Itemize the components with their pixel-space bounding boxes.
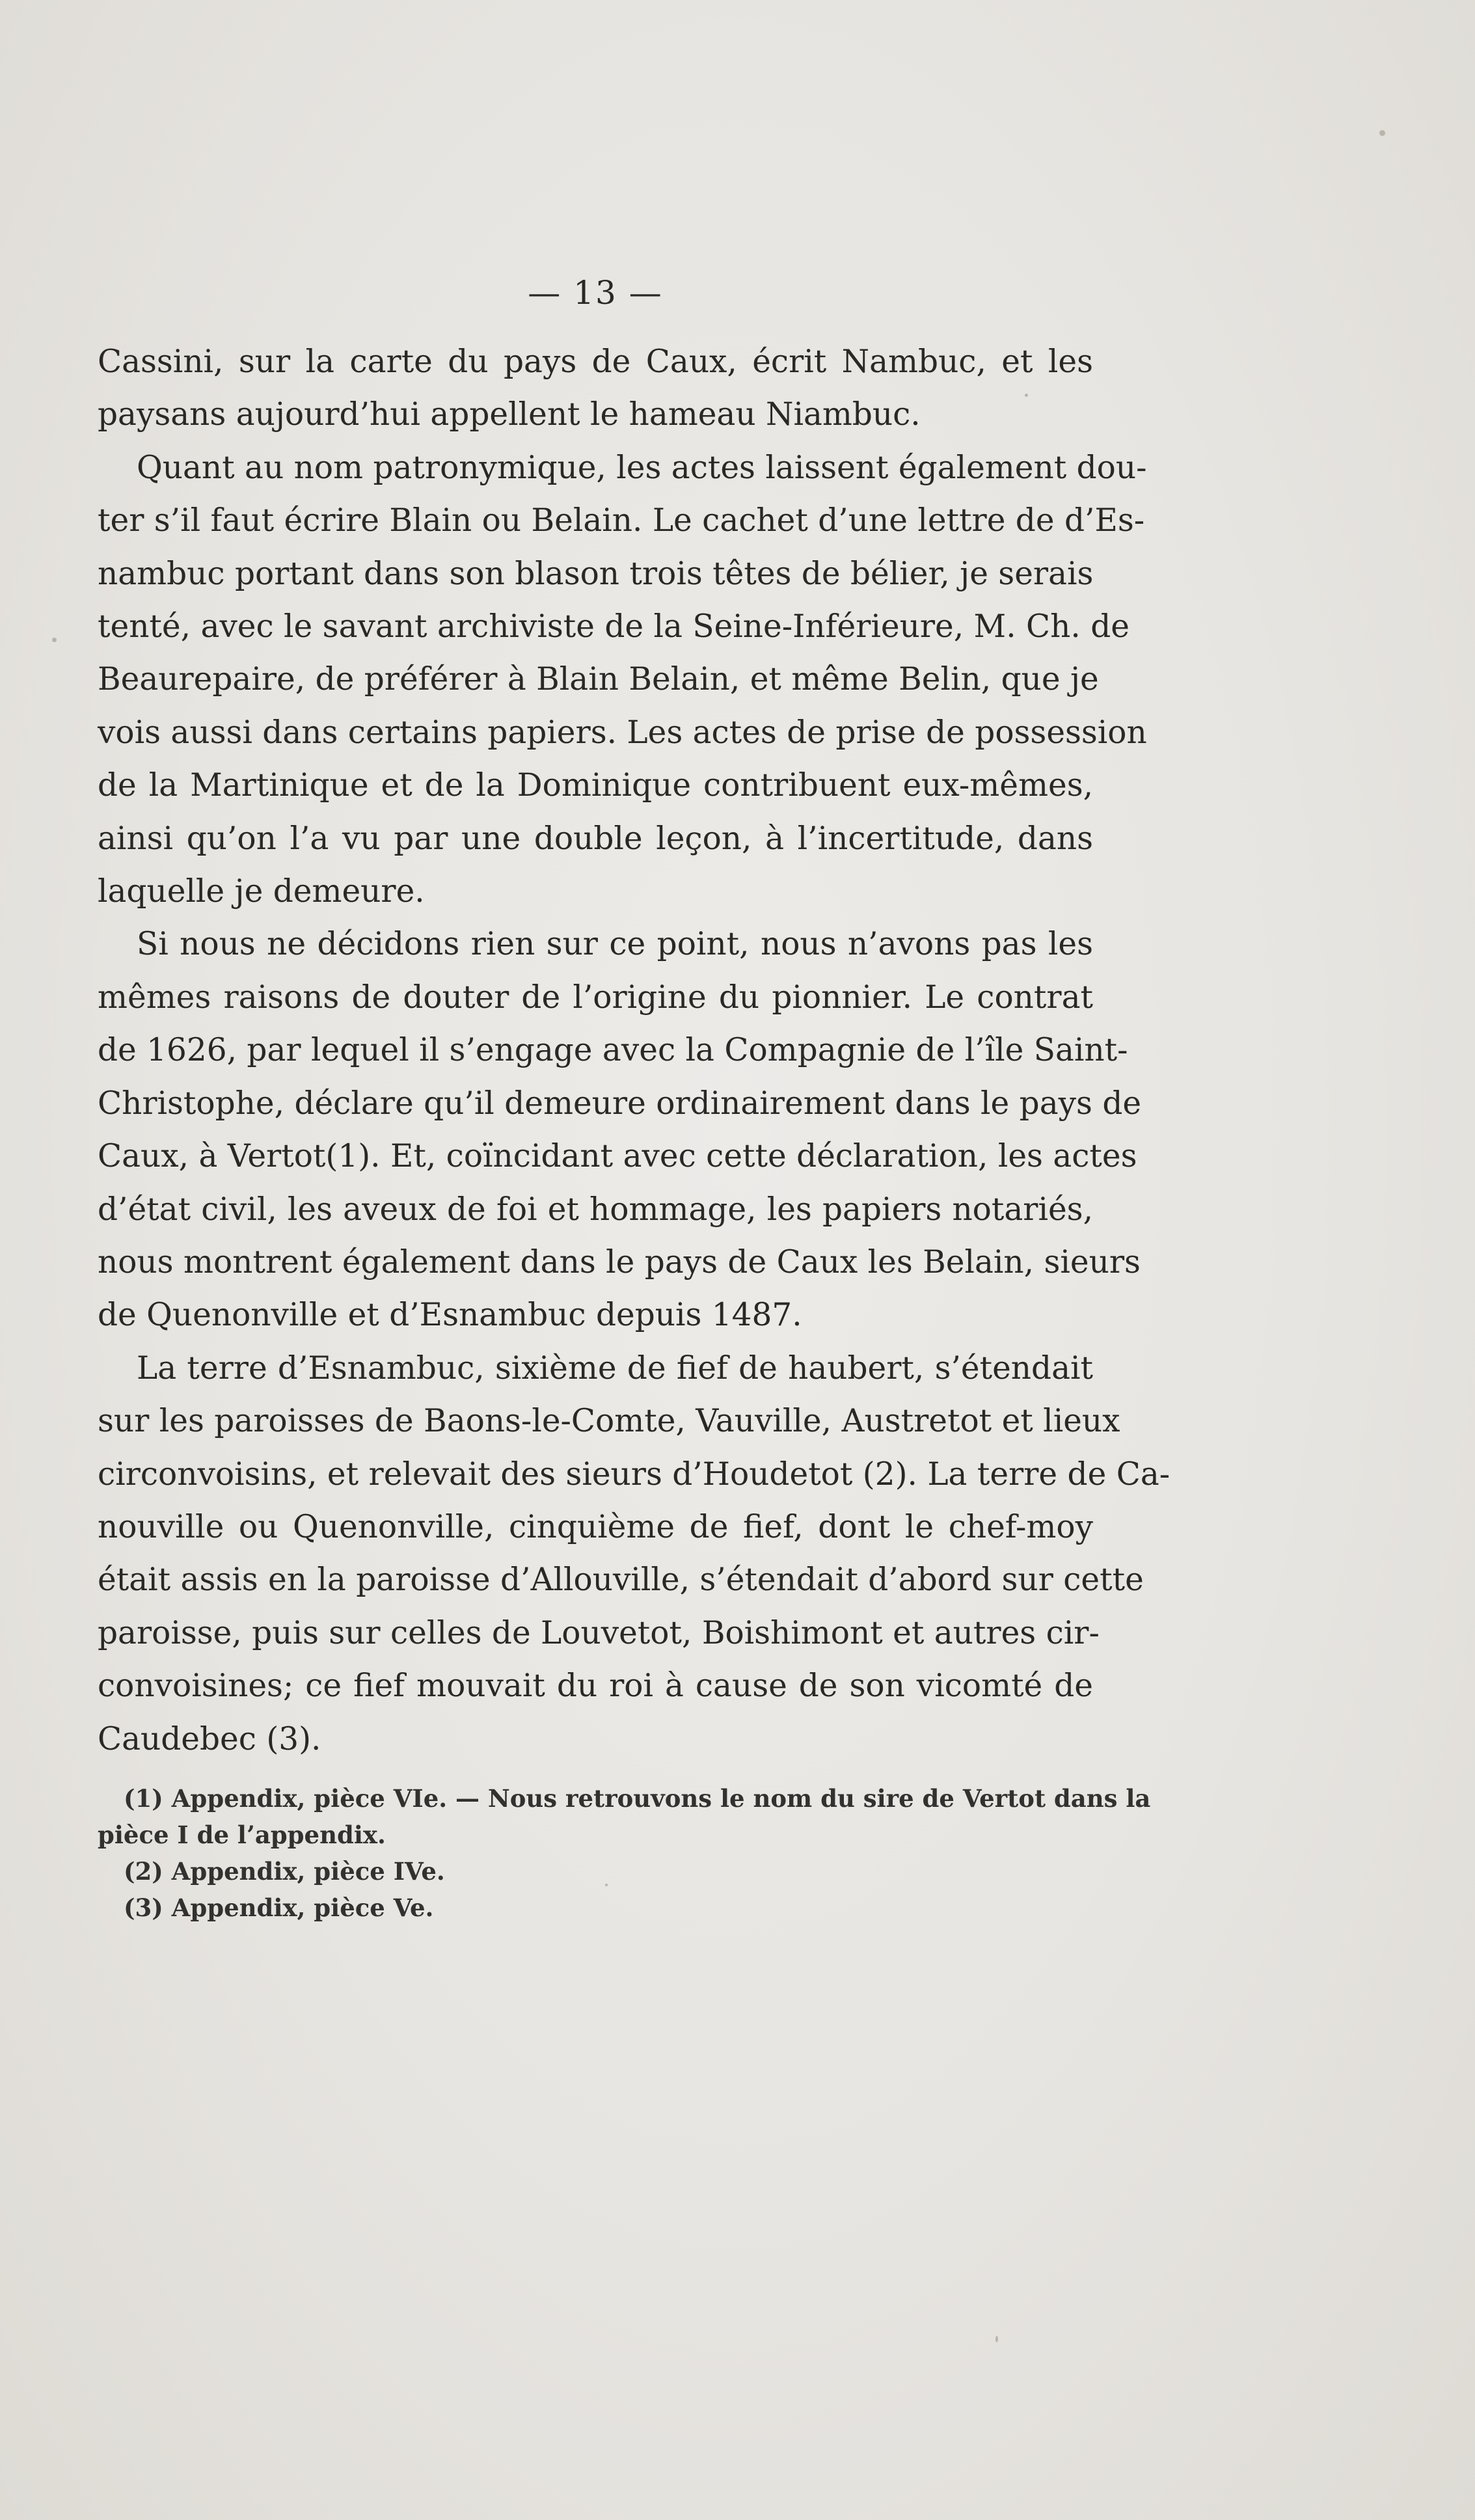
paragraph: [98, 442, 1147, 919]
paper-speck: [1025, 394, 1028, 397]
text-block: [98, 273, 1171, 1926]
text-line: était assis en la paroisse d’Allouville, s’étendait d’abord sur cette: [98, 1562, 1144, 1599]
text-line: Si nous ne décidons rien sur ce point, nous n’avons pas les: [137, 926, 1093, 963]
footnote-line: pièce I de l’appendix.: [98, 1820, 386, 1849]
text-line: Cassini, sur la carte du pays de Caux, écrit Nambuc, et les: [98, 344, 1093, 380]
footnote-line: (3) Appendix, pièce Ve.: [124, 1893, 434, 1922]
footnote-line: (1) Appendix, pièce VIe. — Nous retrouvons le nom du sire de Vertot dans la: [124, 1783, 1151, 1813]
text-line: nambuc portant dans son blason trois têtes de bélier, je serais: [98, 555, 1094, 592]
paragraph: [98, 336, 1093, 442]
text-line: mêmes raisons de douter de l’origine du pionnier. Le contrat: [98, 979, 1093, 1016]
text-line: Quant au nom patronymique, les actes laissent également dou-: [137, 449, 1147, 486]
text-line: ainsi qu’on l’a vu par une double leçon, à l’incertitude, dans: [98, 820, 1093, 857]
text-line: Caudebec (3).: [98, 1720, 321, 1757]
paper-speck: [52, 638, 57, 642]
paper-speck: [995, 2336, 998, 2342]
text-line: paysans aujourd’hui appellent le hameau Niambuc.: [98, 396, 921, 433]
text-line: laquelle je demeure.: [98, 873, 425, 910]
paragraph: [98, 1342, 1171, 1766]
page-number: — 13 —: [528, 274, 663, 312]
text-line: ter s’il faut écrire Blain ou Belain. Le cachet d’une lettre de d’Es-: [98, 502, 1145, 539]
text-line: nouville ou Quenonville, cinquième de fief, dont le chef-moy: [98, 1508, 1093, 1545]
footnotes: [98, 1780, 1151, 1926]
text-line: d’état civil, les aveux de foi et hommage, les papiers notariés,: [98, 1191, 1093, 1228]
text-line: nous montrent également dans le pays de Caux les Belain, sieurs: [98, 1243, 1141, 1280]
text-line: La terre d’Esnambuc, sixième de fief de haubert, s’étendait: [137, 1349, 1093, 1387]
text-line: Caux, à Vertot(1). Et, coïncidant avec cette déclaration, les actes: [98, 1138, 1137, 1175]
text-line: de 1626, par lequel il s’engage avec la Compagnie de l’île Saint-: [98, 1032, 1128, 1069]
paper-speck: [605, 1884, 608, 1886]
text-line: Beaurepaire, de préférer à Blain Belain, et même Belin, que je: [98, 661, 1099, 698]
text-line: paroisse, puis sur celles de Louvetot, Boishimont et autres cir-: [98, 1614, 1100, 1651]
footnote-line: (2) Appendix, pièce IVe.: [124, 1856, 445, 1886]
text-line: de Quenonville et d’Esnambuc depuis 1487.: [98, 1297, 802, 1334]
text-line: convoisines; ce fief mouvait du roi à cause de son vicomté de: [98, 1668, 1093, 1705]
paragraph: [98, 918, 1142, 1342]
text-line: Christophe, déclare qu’il demeure ordinairement dans le pays de: [98, 1085, 1142, 1122]
text-line: de la Martinique et de la Dominique contribuent eux-mêmes,: [98, 767, 1093, 804]
text-line: tenté, avec le savant archiviste de la Seine-Inférieure, M. Ch. de: [98, 608, 1130, 645]
text-line: circonvoisins, et relevait des sieurs d’Houdetot (2). La terre de Ca-: [98, 1456, 1171, 1493]
paper-speck: [1379, 130, 1385, 136]
body-text: [98, 336, 1171, 1766]
text-line: vois aussi dans certains papiers. Les actes de prise de possession: [98, 714, 1147, 751]
text-line: sur les paroisses de Baons-le-Comte, Vauville, Austretot et lieux: [98, 1403, 1120, 1440]
